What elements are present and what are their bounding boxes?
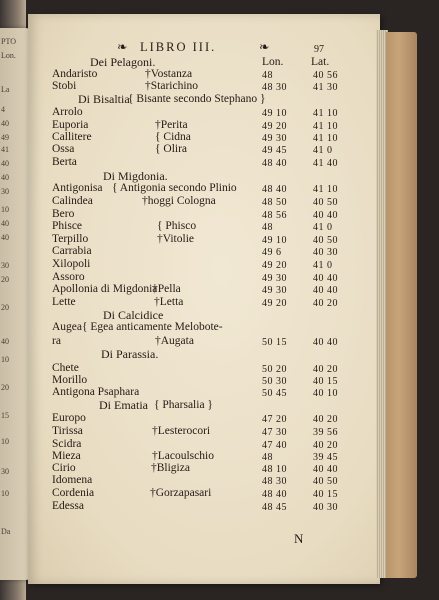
place-name: Tirissa [52, 425, 83, 437]
longitude-value: 50 45 [262, 388, 287, 399]
latitude-value: 40 20 [313, 440, 338, 451]
section-heading: Di Parassia. [101, 347, 159, 361]
left-page-fragment: 49 [1, 133, 9, 142]
latitude-value: 41 10 [313, 121, 338, 132]
longitude-value: 50 30 [262, 376, 287, 387]
place-name: Europo [52, 412, 86, 424]
place-name: Carrabia [52, 245, 92, 257]
place-name: Apollonia di Migdonia [52, 283, 158, 295]
place-name: Stobi [52, 80, 77, 92]
longitude-value: 47 20 [262, 414, 287, 425]
latitude-value: 40 15 [313, 376, 338, 387]
latitude-value: 40 20 [313, 364, 338, 375]
left-page-fragment: 10 [1, 205, 9, 214]
latitude-value: 41 0 [313, 145, 333, 156]
place-name: Cordenia [52, 487, 95, 499]
longitude-value: 48 40 [262, 158, 287, 169]
latitude-value: 40 30 [313, 247, 338, 258]
latitude-value: 40 50 [313, 235, 338, 246]
longitude-value: 50 20 [262, 364, 287, 375]
section-heading: Di Ematia [99, 398, 148, 412]
place-name: Bero [52, 208, 75, 220]
latitude-value: 40 10 [313, 388, 338, 399]
modern-name: †Bligiza [151, 462, 190, 474]
modern-name: †hoggi Cologna [142, 195, 216, 207]
longitude-value: 48 [262, 222, 273, 233]
modern-name: { Egea anticamente Melobote- [82, 321, 223, 333]
longitude-value: 48 30 [262, 476, 287, 487]
place-name: Andaristo [52, 68, 98, 80]
latitude-value: 40 40 [313, 210, 338, 221]
left-page-fragment: 30 [1, 187, 9, 196]
place-name: Euporia [52, 119, 89, 131]
ornament-left-icon: ❧ [117, 40, 130, 54]
section-heading: Dei Pelagoni. [90, 55, 156, 69]
modern-name: †Perita [155, 119, 188, 131]
latitude-value: 40 50 [313, 476, 338, 487]
left-page-fragment: Lon. [1, 51, 16, 60]
modern-name: { Pharsalia } [154, 399, 213, 411]
longitude-value: 47 40 [262, 440, 287, 451]
longitude-value: 48 50 [262, 197, 287, 208]
place-name: Calindea [52, 195, 93, 207]
place-name: Antigona Psaphara [52, 386, 140, 398]
modern-name: †Vostanza [145, 68, 193, 80]
left-page-fragment: 40 [1, 219, 9, 228]
place-name: Arrolo [52, 106, 83, 118]
longitude-value: 48 40 [262, 184, 287, 195]
latitude-value: 41 0 [313, 260, 333, 271]
latitude-value: 40 20 [313, 298, 338, 309]
place-name: Morillo [52, 374, 88, 386]
modern-name: †Augata [155, 335, 194, 347]
longitude-value: 49 20 [262, 260, 287, 271]
section-heading: Di Migdonia. [103, 169, 168, 183]
left-page-fragment: 30 [1, 261, 9, 270]
modern-name: { Olira [155, 143, 188, 155]
longitude-value: 48 [262, 70, 273, 81]
place-name: Scidra [52, 438, 82, 450]
latitude-value: 41 10 [313, 133, 338, 144]
left-page-fragment: 20 [1, 303, 9, 312]
left-page-fragment: Da [1, 527, 11, 536]
left-page-fragment: 40 [1, 337, 9, 346]
longitude-value: 48 45 [262, 502, 287, 513]
place-name: Ossa [52, 143, 75, 155]
longitude-value: 49 30 [262, 285, 287, 296]
modern-name: †Starichino [145, 80, 199, 92]
section-heading: Di Bisaltia [78, 92, 130, 106]
modern-name: †Letta [154, 296, 184, 308]
left-page-fragment: 40 [1, 233, 9, 242]
left-page-fragment: 10 [1, 437, 9, 446]
latitude-value: 40 40 [313, 285, 338, 296]
page-title: LIBRO III. [140, 40, 217, 54]
left-page-fragment: 4 [1, 105, 5, 114]
longitude-value: 49 10 [262, 108, 287, 119]
column-header-lat: Lat. [311, 56, 330, 68]
longitude-value: 50 15 [262, 337, 287, 348]
left-page-fragment: 41 [1, 145, 9, 154]
latitude-value: 41 40 [313, 158, 338, 169]
place-name: Augea [52, 321, 83, 333]
longitude-value: 48 56 [262, 210, 287, 221]
left-page-fragment: ΡΤΟ [1, 37, 16, 46]
longitude-value: 48 10 [262, 464, 287, 475]
ornament-right-icon: ❧ [259, 40, 272, 54]
left-page-fragment: 40 [1, 173, 9, 182]
longitude-value: 49 30 [262, 133, 287, 144]
latitude-value: 41 0 [313, 222, 333, 233]
modern-name: { Antigonia secondo Plinio [112, 182, 237, 194]
place-name: Phisce [52, 220, 83, 232]
place-name: Berta [52, 156, 77, 168]
place-name: Xilopoli [52, 258, 91, 270]
left-page-fragment: 40 [1, 159, 9, 168]
longitude-value: 48 30 [262, 82, 287, 93]
modern-name: †Vitolie [157, 233, 194, 245]
section-heading: Di Calcidice [103, 308, 164, 322]
modern-name: †Pella [152, 283, 181, 295]
place-name: ra [52, 335, 61, 347]
longitude-value: 49 10 [262, 235, 287, 246]
latitude-value: 40 40 [313, 337, 338, 348]
latitude-value: 40 30 [313, 502, 338, 513]
place-name: Cirio [52, 462, 76, 474]
left-page-fragment: 10 [1, 355, 9, 364]
column-header-lon: Lon. [262, 56, 284, 68]
longitude-value: 49 20 [262, 121, 287, 132]
left-page-fragment: 15 [1, 411, 9, 420]
left-page-fragment: 20 [1, 383, 9, 392]
longitude-value: 47 30 [262, 427, 287, 438]
latitude-value: 40 15 [313, 489, 338, 500]
latitude-value: 40 20 [313, 414, 338, 425]
left-page-fragment: 40 [1, 119, 9, 128]
place-name: Mieza [52, 450, 81, 462]
longitude-value: 49 30 [262, 273, 287, 284]
modern-name: †Gorzapasari [150, 487, 212, 499]
modern-name: †Lesterocori [152, 425, 211, 437]
left-page-fragment: 30 [1, 467, 9, 476]
place-name: Edessa [52, 500, 84, 512]
longitude-value: 49 20 [262, 298, 287, 309]
modern-name: { Phisco [157, 220, 197, 232]
place-name: Terpillo [52, 233, 89, 245]
place-name: Chete [52, 362, 79, 374]
place-name: Assoro [52, 271, 85, 283]
latitude-value: 39 56 [313, 427, 338, 438]
left-page-fragment: La [1, 85, 10, 94]
latitude-value: 40 50 [313, 197, 338, 208]
longitude-value: 49 45 [262, 145, 287, 156]
latitude-value: 41 10 [313, 184, 338, 195]
latitude-value: 39 45 [313, 452, 338, 463]
place-name: Lette [52, 296, 76, 308]
place-name: Antigonisa [52, 182, 103, 194]
latitude-value: 40 40 [313, 273, 338, 284]
latitude-value: 40 56 [313, 70, 338, 81]
page-number: 97 [314, 44, 324, 55]
modern-name: †Lacoulschio [152, 450, 214, 462]
place-name: Callitere [52, 131, 92, 143]
longitude-value: 49 6 [262, 247, 282, 258]
left-page-fragment: 10 [1, 489, 9, 498]
longitude-value: 48 40 [262, 489, 287, 500]
left-page-fragment: 20 [1, 275, 9, 284]
modern-name: { Bisante secondo Stephano } [128, 93, 266, 105]
latitude-value: 40 40 [313, 464, 338, 475]
modern-name: { Cidna [155, 131, 191, 143]
left-page-edge [0, 28, 30, 580]
signature-mark: N [294, 531, 304, 546]
longitude-value: 48 [262, 452, 273, 463]
latitude-value: 41 30 [313, 82, 338, 93]
latitude-value: 41 10 [313, 108, 338, 119]
place-name: Idomena [52, 474, 93, 486]
book-cover [386, 32, 417, 578]
